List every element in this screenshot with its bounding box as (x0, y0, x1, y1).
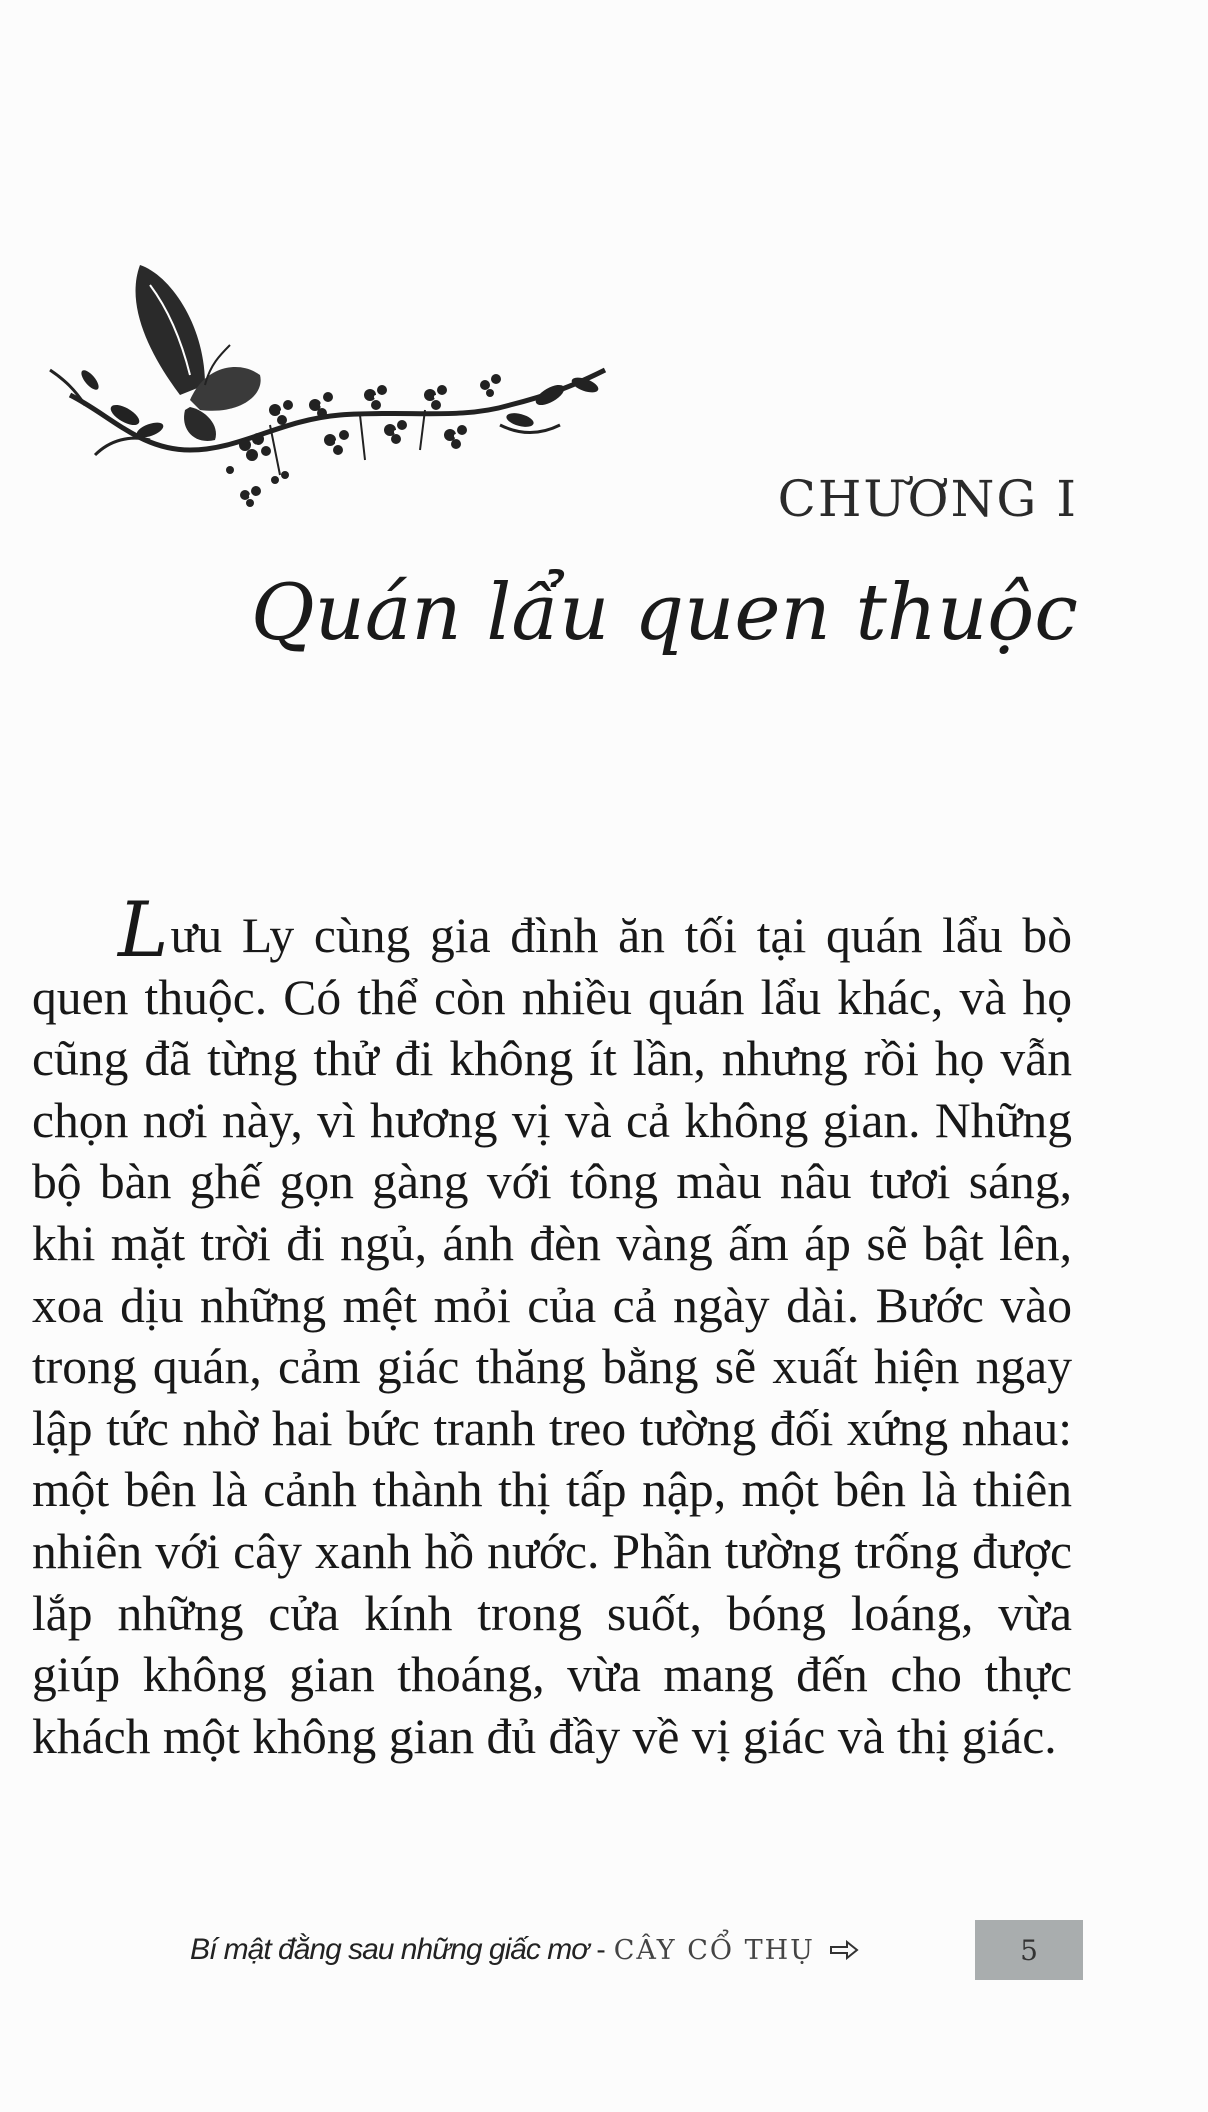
drop-cap: L (118, 885, 169, 974)
footer-book-title: Bí mật đằng sau những giấc mơ (190, 1933, 589, 1966)
arrow-right-icon (829, 1940, 859, 1960)
footer-separator: - (596, 1934, 606, 1965)
footer-part-title: CÂY CỔ THỤ (613, 1934, 815, 1966)
butterfly-floral-ornament-icon (30, 245, 630, 535)
chapter-label: CHƯƠNG I (777, 470, 1078, 528)
chapter-title: Quán lẩu quen thuộc (250, 568, 1078, 658)
chapter-body-paragraph (32, 885, 1072, 1767)
body-text: ưu Ly cùng gia đình ăn tối tại quán lẩu bò quen thuộc. Có thể còn nhiều quán lẩu khác, và họ cũng đã từng thử đi không ít lần, nhưng rồi họ vẫn chọn nơi này, vì hương vị và cả không gian. Những bộ bàn ghế gọn gàng với tông màu nâu tươi sáng, khi mặt trời đi ngủ, ánh đèn vàng ấm áp sẽ bật lên, xoa dịu những mệt mỏi của cả ngày dài. Bước vào trong quán, cảm giác thăng bằng sẽ xuất hiện ngay lập tức nhờ hai bức tranh treo tường đối xứng nhau: một bên là cảnh thành thị tấp nập, một bên là thiên nhiên với cây xanh hồ nước. Phần tường trống được lắp những cửa kính trong suốt, bóng loáng, vừa giúp không gian thoáng, vừa mang đến cho thực khách một không gian đủ đầy về vị giác và thị giác. (32, 908, 1072, 1764)
page-number-box (975, 1920, 1083, 1980)
page-number: 5 (1020, 1933, 1038, 1967)
running-footer (190, 1920, 859, 1980)
